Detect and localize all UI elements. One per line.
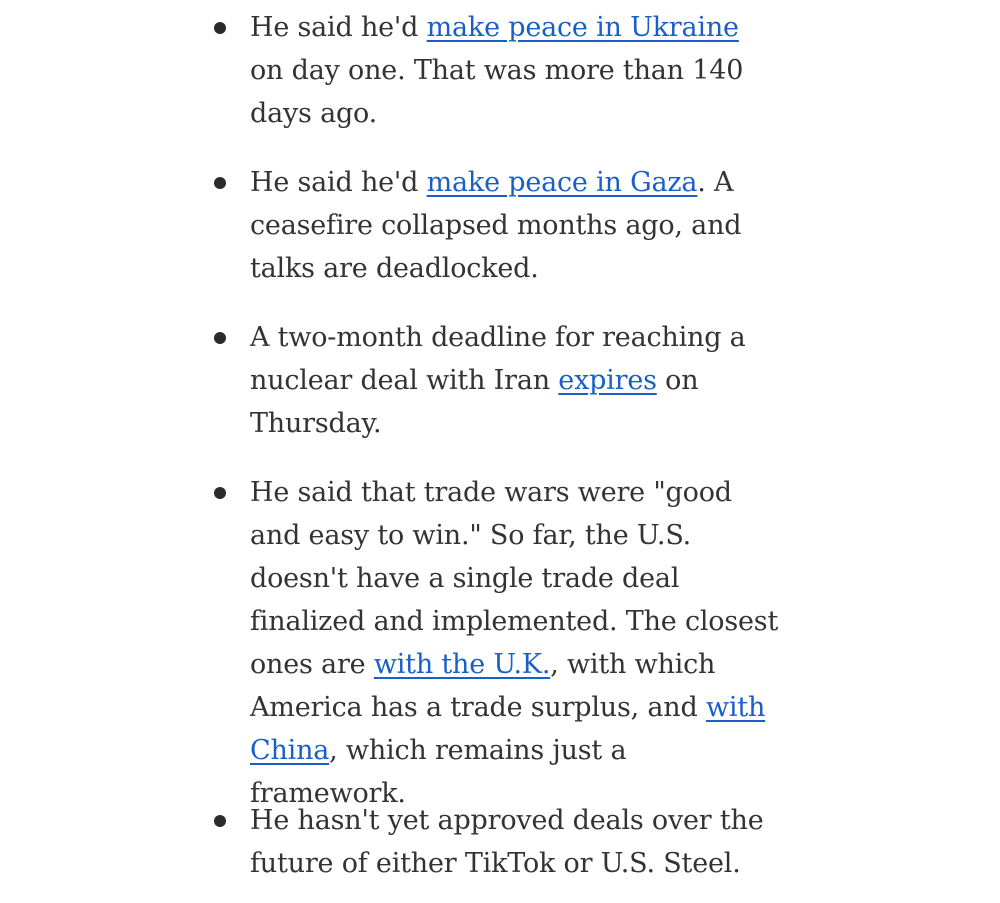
link-expires[interactable]: expires xyxy=(558,365,657,396)
bullet-text: on Thursday. xyxy=(250,365,699,439)
bullet-text: He said he'd xyxy=(250,167,427,198)
bullet-text: . A ceasefire collapsed months ago, and talks are deadlocked. xyxy=(250,167,742,284)
bullet-icon xyxy=(214,332,226,344)
link-with-china[interactable]: with China xyxy=(250,692,766,766)
bullet-icon xyxy=(214,815,226,827)
bullet-item-tiktok-steel xyxy=(250,799,780,885)
bullet-item-iran xyxy=(250,316,780,445)
bullet-item-ukraine xyxy=(250,6,780,135)
bullet-text: He said that trade wars were "good and easy to win." So far, the U.S. doesn't have a single trade deal finalized and implemented. The closest ones are xyxy=(250,477,779,680)
bullet-text: on day one. That was more than 140 days ago. xyxy=(250,55,744,129)
bullet-item-gaza xyxy=(250,161,780,290)
bullet-text: A two-month deadline for reaching a nuclear deal with Iran xyxy=(250,322,746,396)
bullet-text: He hasn't yet approved deals over the future of either TikTok or U.S. Steel. xyxy=(250,805,764,879)
bullet-icon xyxy=(214,22,226,34)
bullet-text: , with which America has a trade surplus, and xyxy=(250,649,716,723)
link-with-the-uk[interactable]: with the U.K. xyxy=(373,649,551,680)
link-make-peace-in-ukraine[interactable]: make peace in Ukraine xyxy=(426,12,739,43)
bullet-text: He said he'd xyxy=(250,12,427,43)
bullet-item-trade-wars xyxy=(250,471,780,815)
bullet-icon xyxy=(214,487,226,499)
bullet-text: , which remains just a framework. xyxy=(250,735,627,809)
link-make-peace-in-gaza[interactable]: make peace in Gaza xyxy=(426,167,698,198)
bullet-icon xyxy=(214,177,226,189)
